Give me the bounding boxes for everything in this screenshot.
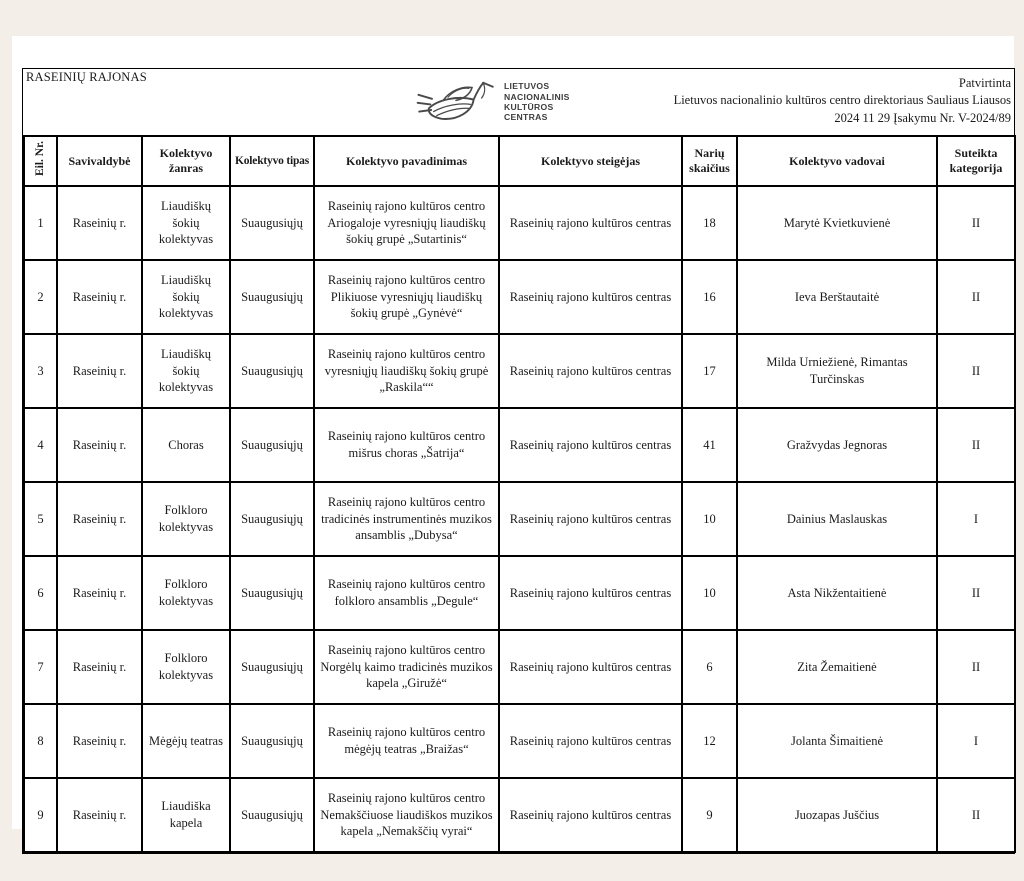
lnkc-logo-line: CENTRAS xyxy=(504,112,548,123)
table-cell: Liaudiška kapela xyxy=(142,778,230,852)
table-cell: Asta Nikžentaitienė xyxy=(737,556,937,630)
lnkc-logo-line: NACIONALINIS xyxy=(504,91,570,102)
table-cell: Raseinių rajono kultūros centras xyxy=(499,482,682,556)
column-header-6: Kolektyvo steigėjas xyxy=(499,136,682,186)
table-cell: 12 xyxy=(682,704,737,778)
table-cell: I xyxy=(937,482,1015,556)
table-cell: 6 xyxy=(682,630,737,704)
table-cell: Suaugusiųjų xyxy=(230,556,314,630)
table-cell: Raseinių rajono kultūros centro mišrus choras „Šatrija“ xyxy=(314,408,499,482)
table-cell: 18 xyxy=(682,186,737,260)
table-cell: Dainius Maslauskas xyxy=(737,482,937,556)
table-cell: II xyxy=(937,778,1015,852)
table-row xyxy=(24,630,1015,704)
table-cell: 1 xyxy=(24,186,57,260)
table-row xyxy=(24,334,1015,408)
table-cell: Raseinių rajono kultūros centro folkloro ansamblis „Degule“ xyxy=(314,556,499,630)
table-cell: Raseinių r. xyxy=(57,186,142,260)
collectives-table xyxy=(23,135,1016,853)
lnkc-logo-line: LIETUVOS xyxy=(504,81,550,92)
table-cell: Folkloro kolektyvas xyxy=(142,482,230,556)
folk-bird-icon xyxy=(415,78,497,126)
table-cell: 9 xyxy=(24,778,57,852)
table-body xyxy=(24,186,1015,852)
table-row xyxy=(24,408,1015,482)
table-cell: Liaudiškų šokių kolektyvas xyxy=(142,334,230,408)
table-cell: Raseinių rajono kultūros centro tradicinės instrumentinės muzikos ansamblis „Dubysa“ xyxy=(314,482,499,556)
table-cell: 7 xyxy=(24,630,57,704)
table-cell: 41 xyxy=(682,408,737,482)
table-head xyxy=(24,136,1015,186)
table-cell: Raseinių r. xyxy=(57,704,142,778)
header-row xyxy=(24,136,1015,186)
row-number-header-vertical: Eil. Nr. xyxy=(34,141,47,177)
column-header-2: Savivaldybė xyxy=(57,136,142,186)
table-row xyxy=(24,704,1015,778)
document-header-band xyxy=(23,69,1014,135)
table-cell: 10 xyxy=(682,482,737,556)
table-cell: 5 xyxy=(24,482,57,556)
document-page xyxy=(12,36,1014,839)
table-cell: Raseinių r. xyxy=(57,556,142,630)
table-cell: Raseinių rajono kultūros centro mėgėjų teatras „Braižas“ xyxy=(314,704,499,778)
table-cell: Raseinių rajono kultūros centras xyxy=(499,778,682,852)
table-cell: Suaugusiųjų xyxy=(230,482,314,556)
table-cell: 8 xyxy=(24,704,57,778)
table-cell: Gražvydas Jegnoras xyxy=(737,408,937,482)
approval-line-2: Lietuvos nacionalinio kultūros centro direktoriaus Sauliaus Liausos xyxy=(673,93,1011,108)
table-cell: Folkloro kolektyvas xyxy=(142,556,230,630)
table-cell: Raseinių r. xyxy=(57,334,142,408)
table-cell: Raseinių r. xyxy=(57,260,142,334)
lnkc-logo xyxy=(415,78,570,126)
region-title: RASEINIŲ RAJONAS xyxy=(26,70,147,84)
table-cell: Raseinių rajono kultūros centras xyxy=(499,260,682,334)
table-cell: Raseinių rajono kultūros centro Norgėlų kaimo tradicinės muzikos kapela „Giružė“ xyxy=(314,630,499,704)
table-cell: Liaudiškų šokių kolektyvas xyxy=(142,186,230,260)
table-cell: Raseinių rajono kultūros centro Nemakščiuose liaudiškos muzikos kapela „Nemakščių vyrai“ xyxy=(314,778,499,852)
table-row xyxy=(24,482,1015,556)
table-cell: Raseinių r. xyxy=(57,630,142,704)
table-cell: II xyxy=(937,186,1015,260)
column-header-7: Narių skaičius xyxy=(682,136,737,186)
lnkc-logo-text xyxy=(504,81,570,123)
table-cell: Marytė Kvietkuvienė xyxy=(737,186,937,260)
table-cell: I xyxy=(937,704,1015,778)
table-cell: Raseinių r. xyxy=(57,408,142,482)
column-header-8: Kolektyvo vadovai xyxy=(737,136,937,186)
table-cell: Raseinių rajono kultūros centras xyxy=(499,556,682,630)
column-header-4: Kolektyvo tipas xyxy=(230,136,314,186)
table-row xyxy=(24,778,1015,852)
table-cell: 10 xyxy=(682,556,737,630)
table-cell: 2 xyxy=(24,260,57,334)
table-cell: Raseinių rajono kultūros centras xyxy=(499,704,682,778)
column-header-1 xyxy=(24,136,57,186)
table-cell: 17 xyxy=(682,334,737,408)
table-cell: Suaugusiųjų xyxy=(230,778,314,852)
table-cell: 6 xyxy=(24,556,57,630)
table-cell: Suaugusiųjų xyxy=(230,630,314,704)
table-cell: Raseinių rajono kultūros centras xyxy=(499,630,682,704)
table-cell: Choras xyxy=(142,408,230,482)
table-cell: 9 xyxy=(682,778,737,852)
table-cell: 16 xyxy=(682,260,737,334)
table-cell: Raseinių rajono kultūros centras xyxy=(499,334,682,408)
column-header-3: Kolektyvo žanras xyxy=(142,136,230,186)
table-cell: Suaugusiųjų xyxy=(230,260,314,334)
table-cell: Raseinių rajono kultūros centro Plikiuose vyresniųjų liaudiškų šokių grupė „Gynėvė“ xyxy=(314,260,499,334)
approval-line-1: Patvirtinta xyxy=(958,76,1011,90)
table-cell: II xyxy=(937,260,1015,334)
document-table-frame xyxy=(22,68,1015,854)
table-cell: Suaugusiųjų xyxy=(230,334,314,408)
table-cell: 4 xyxy=(24,408,57,482)
table-cell: Mėgėjų teatras xyxy=(142,704,230,778)
table-cell: Raseinių rajono kultūros centro Ariogaloje vyresniųjų liaudiškų šokių grupė „Sutartinis“ xyxy=(314,186,499,260)
column-header-9: Suteikta kategorija xyxy=(937,136,1015,186)
table-cell: II xyxy=(937,408,1015,482)
approval-line-3: 2024 11 29 Įsakymu Nr. V-2024/89 xyxy=(834,110,1011,125)
table-cell: Folkloro kolektyvas xyxy=(142,630,230,704)
table-cell: II xyxy=(937,556,1015,630)
table-cell: Raseinių rajono kultūros centras xyxy=(499,408,682,482)
table-cell: 3 xyxy=(24,334,57,408)
table-cell: Zita Žemaitienė xyxy=(737,630,937,704)
table-cell: Ieva Berštautaitė xyxy=(737,260,937,334)
table-cell: Raseinių r. xyxy=(57,482,142,556)
table-row xyxy=(24,186,1015,260)
lnkc-logo-line: KULTŪROS xyxy=(504,102,554,112)
table-cell: Jolanta Šimaitienė xyxy=(737,704,937,778)
table-row xyxy=(24,260,1015,334)
table-cell: Liaudiškų šokių kolektyvas xyxy=(142,260,230,334)
table-row xyxy=(24,556,1015,630)
column-header-5: Kolektyvo pavadinimas xyxy=(314,136,499,186)
table-cell: Suaugusiųjų xyxy=(230,408,314,482)
table-cell: Juozapas Juščius xyxy=(737,778,937,852)
table-cell: Milda Urniežienė, Rimantas Turčinskas xyxy=(737,334,937,408)
table-cell: Raseinių r. xyxy=(57,778,142,852)
table-cell: Raseinių rajono kultūros centro vyresniųjų liaudiškų šokių grupė „Raskila““ xyxy=(314,334,499,408)
table-cell: II xyxy=(937,630,1015,704)
table-cell: Suaugusiųjų xyxy=(230,186,314,260)
table-cell: II xyxy=(937,334,1015,408)
approval-block xyxy=(674,75,1011,127)
table-cell: Raseinių rajono kultūros centras xyxy=(499,186,682,260)
table-cell: Suaugusiųjų xyxy=(230,704,314,778)
